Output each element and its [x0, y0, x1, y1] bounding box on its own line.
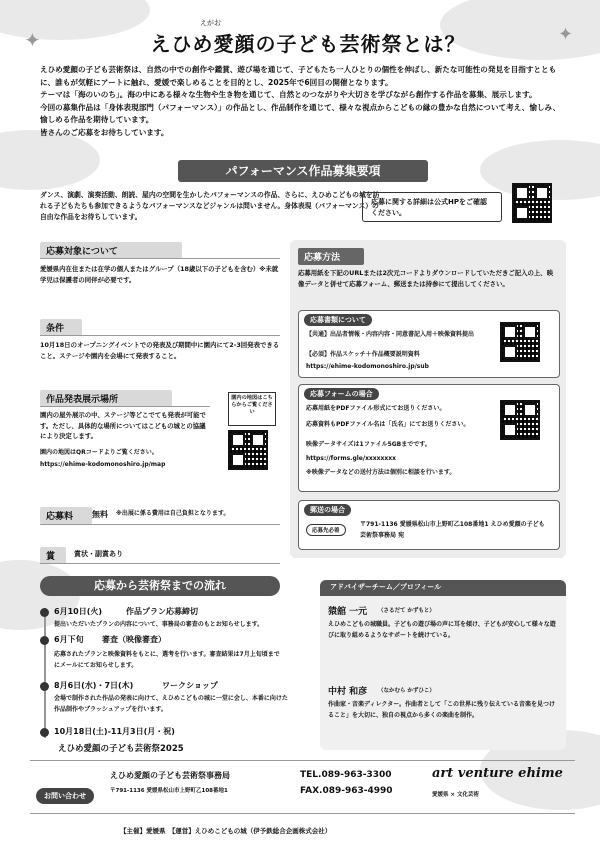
recruit-info-text: 応募に関する詳細は公式HPをご確認ください。: [371, 198, 487, 217]
form-item: 応募資料もPDFファイル名は「氏名」にてお送りください。: [306, 421, 470, 428]
flow-step-dot: [40, 728, 49, 737]
flow-step-dot: [40, 608, 49, 617]
form-title: 応募フォームの場合: [304, 388, 379, 400]
flow-step-title: えひめ愛顔の子ども芸術祭2025: [58, 744, 184, 754]
method-intro: 応募用紙を下記のURLまたは2次元コードよりダウンロードしていただきご記入の上、映像データと併せて応募フォーム、郵送または持参にて提出してください。: [298, 269, 554, 288]
flow-step-dot: [40, 682, 49, 691]
fee-heading: 応募料: [40, 507, 92, 524]
flow-step-text: 応募されたプランと映像資料をもとに、選考を行います。審査結果は7月上旬頃までにメールにてお知らせします。: [54, 651, 280, 669]
flow-step-dot: [40, 636, 49, 645]
mail-address: 〒791-1136 愛媛県松山市上野町乙108番地1 えひめ愛顔の子ども芸術祭事務局 宛: [360, 521, 545, 539]
advisor-kana: （なかむら かずひこ）: [378, 688, 435, 694]
flow-step-title: 審査（映像審査）: [102, 635, 166, 644]
official-site-qr-code[interactable]: [512, 183, 552, 223]
venue-map-qr-code[interactable]: [228, 430, 268, 470]
eligibility-text: 愛媛県内在住または在学の個人またはグループ（18歳以下の子どもを含む）※未就学児は保護者の同伴が必要です。: [40, 265, 279, 284]
method-heading: 応募方法: [298, 248, 364, 265]
form-url[interactable]: https://forms.gle/xxxxxxxx: [306, 455, 397, 462]
flow-step-title: ワークショップ: [162, 681, 218, 690]
prize-heading: 賞: [40, 547, 66, 564]
intro-paragraph: 今回の募集作品は「身体表現部門（パフォーマンス）」の作品とし、作品制作を通じて、様々な視点からこどもの縁の豊かな自然について考え、愉しみ、愉しめる作品を期待しています。: [40, 102, 561, 125]
advisor-profile: えひめこどもの城職員。子どもの遊び場の声に耳を傾け、子どもが安心して様々な遊びに取り組めるようなサポートを続けている。: [328, 621, 556, 639]
footer-organizers: 【主催】愛媛県 【運営】えひめこどもの城（伊予鉄総合企画株式会社）: [120, 827, 332, 835]
advisor-profile: 作曲家・音楽ディレクター。作曲者として「この世界に残り伝えている音楽を見つけること」を大切に、独自の視点から多くの楽曲を制作。: [328, 701, 556, 719]
flow-step-text: 会場で制作された作品の発表に向けて、えひめこどもの城に一堂に会し、本番に向けた作品制作やブラッシュアップを行います。: [54, 695, 288, 713]
venue-url[interactable]: https://ehime-kodomonoshiro.jp/map: [40, 461, 166, 468]
mail-deadline-label: 応募先必着: [312, 528, 340, 534]
intro-paragraph: 皆さんのご応募をお待ちしています。: [40, 127, 169, 137]
recruit-info-box: [362, 192, 502, 222]
advisor-name: 中村 和彦: [328, 687, 368, 697]
star-icon: ✦: [558, 24, 574, 45]
venue-map-note: 園内の地図はQRコードよりご覧ください。: [40, 449, 158, 456]
fee-note: ※出展に係る費用は自己負担となります。: [116, 510, 230, 517]
flow-step-title: 作品プラン応募締切: [126, 607, 198, 616]
advisor-kana: （さるだて かずもと）: [378, 608, 435, 614]
art-venture-logo: art venture ehime: [432, 766, 563, 781]
form-item: 応募用紙をPDFファイル形式にてお送りください。: [306, 405, 446, 412]
contact-tel[interactable]: TEL.089-963-3300: [300, 770, 392, 780]
title-ruby: えがお: [200, 19, 221, 27]
flow-step-date: 10月18日(土)-11月3日(月・祝): [54, 727, 175, 736]
flow-timeline: [44, 608, 46, 738]
conditions-text: 10月18日のオープニングイベントでの発表及び期間中に園内にて2-3回発表できること。ステージや園内を会場にて発表すること。: [40, 341, 280, 360]
venue-qr-caption: 園内の地図はこちらからご覧ください: [231, 395, 273, 415]
divider: [40, 406, 210, 407]
contact-label: お問い合わせ: [36, 788, 94, 804]
contact-fax: FAX.089-963-4990: [300, 786, 393, 796]
documents-title: 応募書類について: [304, 314, 372, 326]
fee-value: 無料: [92, 510, 108, 519]
flow-heading: 応募から芸術祭までの流れ: [94, 579, 226, 592]
star-icon: ✦: [24, 28, 41, 52]
flow-step-date: 8月6日(水)・7日(木): [54, 681, 134, 690]
documents-item: 【必須】作品スケッチ＋作品概要説明資料: [306, 351, 420, 358]
venue-qr-caption-box: [228, 392, 276, 426]
recruit-text: ダンス、演劇、演奏活動、朗読、屋内の空間を生かしたパフォーマンスの作品、さらに、えひめこどもの城を訪れる子どもたちも参加できるようなパフォーマンスなどジャンルは問いません。身体表現（パフォーマンス）の自由な作品をお待ちしています。: [40, 191, 380, 221]
venue-heading: 作品発表展示場所: [40, 390, 172, 407]
divider: [40, 563, 280, 564]
divider: [40, 258, 280, 259]
ribbon-label: パフォーマンス作品募集要項: [225, 164, 381, 178]
documents-url[interactable]: https://ehime-kodomonoshiro.jp/sub: [306, 363, 429, 370]
intro-paragraph: テーマは「海のいのち」。海の中にある様々な生物や生き物を通じて、自然とのつながりや大切さを学びながら創作する作品を募集、展示します。: [40, 90, 537, 100]
divider: [40, 524, 280, 525]
divider: [40, 335, 280, 336]
conditions-heading: 条件: [40, 319, 82, 336]
flow-heading-box: [40, 576, 280, 596]
flow-step-date: 6月10日(火): [54, 607, 103, 616]
intro-paragraph: えひめ愛顔の子ども芸術祭は、自然の中での創作や鑑賞、遊び場を通じて、子どもたち一人ひとりの個性を伸ばし、新たな可能性の発見を目指すとともに、誰もが気軽にアートに触れ、愛媛で楽しめることを目的とし、2025年で6回目の開催となります。: [40, 65, 557, 87]
flow-step-text: 提出いただいたプランの内容について、事務局の審査のもとお知らせします。: [54, 621, 264, 628]
venue-text: 園内の屋外展示の中、ステージ等どこでても発表が可能です。ただし、具体的な場所についてはこどもの城との協議により決定します。: [40, 411, 206, 440]
mail-title: 郵送の場合: [304, 504, 351, 516]
flow-step-date: 6月下旬: [54, 635, 84, 644]
eligibility-heading: 応募対象について: [40, 242, 182, 259]
form-note: ※映像データなどの送付方法は個別に相談を行います。: [306, 469, 456, 476]
section-ribbon: [178, 160, 428, 182]
page-title: えひめ愛顔の子ども芸術祭とは？: [150, 32, 466, 56]
mail-deadline-pill: [306, 524, 346, 536]
contact-org: えひめ愛顔の子ども芸術祭事務局: [110, 771, 230, 780]
advisor-heading: アドバイザーチーム／プロフィール: [330, 583, 442, 591]
art-venture-logo-sub: 愛媛県 × 文化芸術: [432, 792, 479, 798]
form-item: 映像データサイズは1ファイル5GBまでです。: [306, 441, 431, 448]
documents-item: 【共通】出品者情報・内容内容・同意書記入用＋映像資料提出: [306, 331, 475, 338]
prize-value: 賞状・副賞あり: [74, 550, 123, 558]
intro-text: [40, 64, 565, 140]
contact-address: 〒791-1136 愛媛県松山市上野町乙108番地1: [110, 788, 228, 794]
form-qr-code[interactable]: [500, 400, 540, 440]
advisor-name: 猿舘 一元: [328, 607, 368, 617]
documents-qr-code[interactable]: [500, 322, 540, 362]
